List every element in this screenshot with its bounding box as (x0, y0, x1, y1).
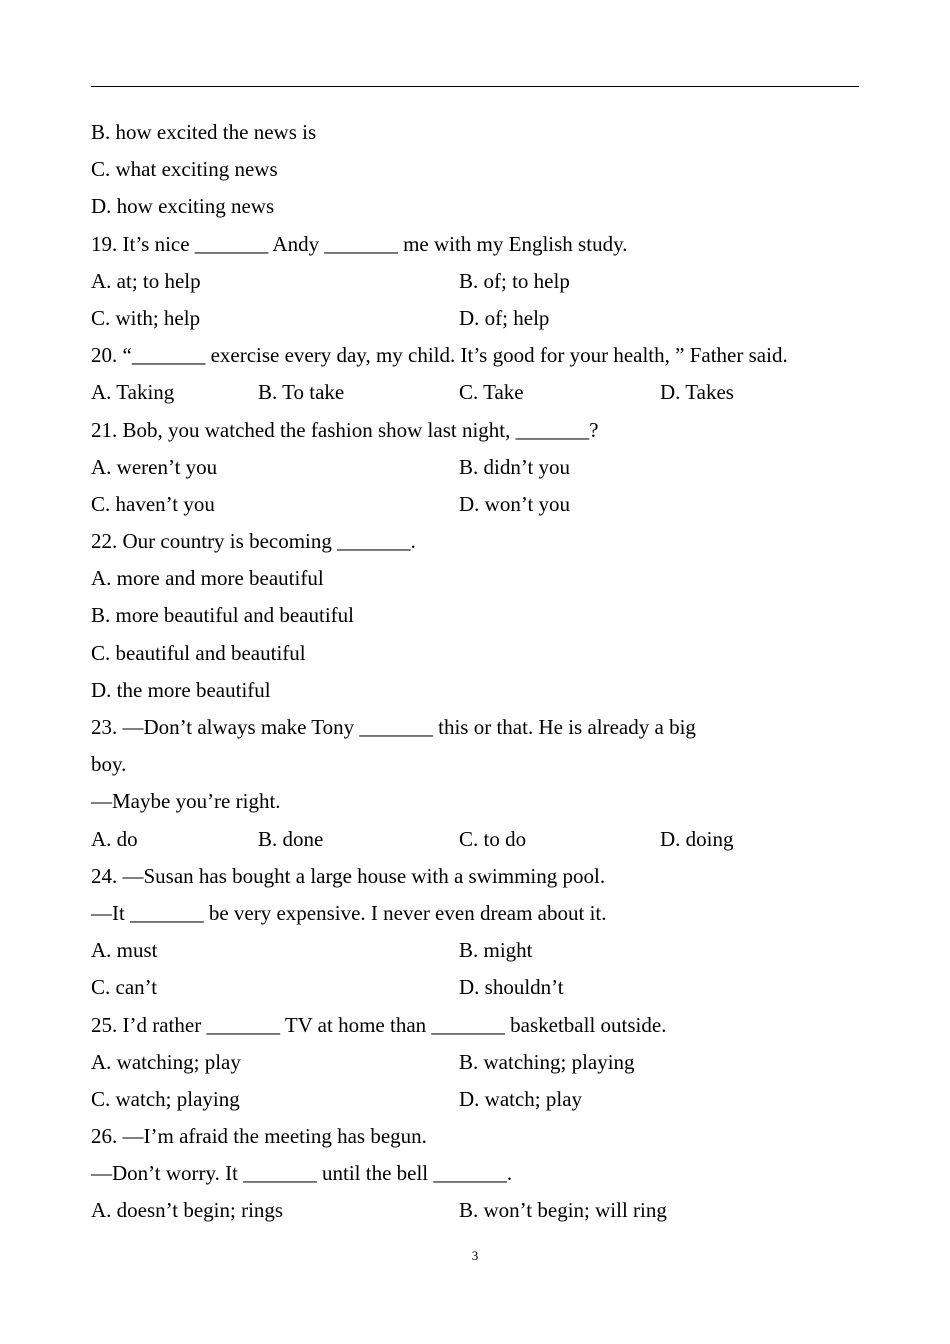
question-20: 20. “_______ exercise every day, my child. It’s good for your health, ” Father said. (91, 343, 788, 368)
option: D. of; help (459, 305, 550, 330)
option: C. to do (459, 826, 527, 851)
option: C. beautiful and beautiful (91, 640, 306, 665)
question-23: 23. —Don’t always make Tony _______ this or that. He is already a big (91, 715, 696, 739)
option: B. To take (258, 380, 345, 405)
option: A. do (91, 826, 138, 851)
option: B. might (459, 938, 533, 963)
option: B. more beautiful and beautiful (91, 603, 355, 628)
option: B. didn’t you (459, 454, 571, 479)
option: A. watching; play (91, 1049, 241, 1074)
option: B. won’t begin; will ring (459, 1198, 667, 1223)
option: A. Taking (91, 380, 175, 405)
header-rule (91, 86, 859, 87)
option: A. weren’t you (91, 454, 218, 479)
option: C. can’t (91, 975, 158, 1000)
options-row (91, 1192, 859, 1229)
option: C. haven’t you (91, 491, 215, 516)
dialogue-line: —Don’t worry. It _______ until the bell _______. (91, 1161, 513, 1186)
text-line: D. how exciting news (91, 194, 275, 219)
question-24: 24. —Susan has bought a large house with a swimming pool. (91, 863, 606, 888)
question-19: 19. It’s nice _______ Andy _______ me with my English study. (91, 231, 628, 256)
option: B. of; to help (459, 268, 570, 293)
options-row (91, 932, 859, 969)
question-22: 22. Our country is becoming _______. (91, 529, 416, 554)
option: A. more and more beautiful (91, 566, 324, 591)
options-row (91, 300, 859, 337)
text-line: C. what exciting news (91, 157, 278, 182)
option: D. Takes (660, 380, 734, 405)
option: B. watching; playing (459, 1049, 635, 1074)
text-line: B. how excited the news is (91, 120, 317, 144)
question-21: 21. Bob, you watched the fashion show last night, _______? (91, 417, 599, 442)
option: A. doesn’t begin; rings (91, 1198, 284, 1223)
option: D. doing (660, 826, 734, 851)
question-content (91, 114, 859, 1230)
options-row (91, 263, 859, 300)
options-row (91, 1081, 859, 1118)
options-row (91, 969, 859, 1006)
question-25: 25. I’d rather _______ TV at home than _______ basketball outside. (91, 1012, 667, 1037)
options-row (91, 374, 859, 411)
option: D. watch; play (459, 1086, 583, 1111)
option: A. at; to help (91, 268, 201, 293)
option: D. won’t you (459, 491, 571, 516)
options-row (91, 449, 859, 486)
page-number: 3 (471, 1248, 479, 1263)
options-row (91, 486, 859, 523)
dialogue-line: —It _______ be very expensive. I never even dream about it. (91, 900, 607, 925)
option: A. must (91, 938, 158, 963)
option: D. the more beautiful (91, 677, 271, 702)
question-26: 26. —I’m afraid the meeting has begun. (91, 1124, 427, 1149)
option: C. with; help (91, 305, 201, 330)
option: B. done (258, 826, 324, 851)
dialogue-line: —Maybe you’re right. (91, 789, 281, 814)
option: C. watch; playing (91, 1086, 240, 1111)
options-row (91, 821, 859, 858)
options-row (91, 1044, 859, 1081)
option: D. shouldn’t (459, 975, 564, 1000)
option: C. Take (459, 380, 524, 405)
text-line: boy. (91, 752, 127, 777)
